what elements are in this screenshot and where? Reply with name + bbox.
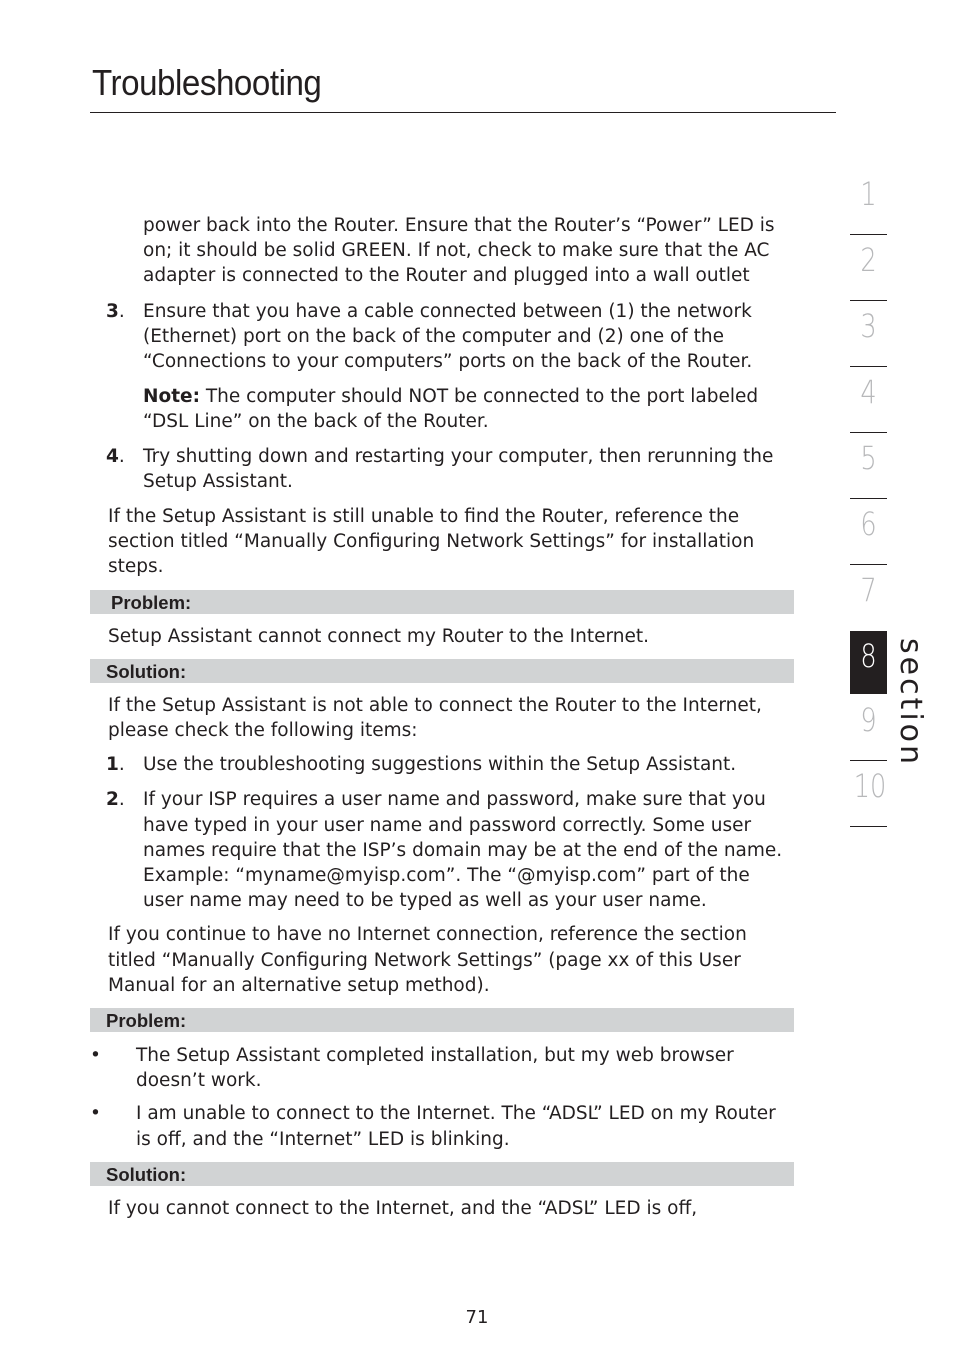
note-text: The computer should NOT be connected to the port labeled “DSL Line” on the back of the Router. xyxy=(143,386,759,433)
bullet-item xyxy=(90,1101,794,1151)
list-item-step-4 xyxy=(90,444,794,494)
section-number: 6 xyxy=(860,505,877,543)
note-label: Note: xyxy=(143,386,200,408)
bullet-item xyxy=(90,1043,794,1093)
list-item-text: If your ISP requires a user name and password, make sure that you have typed in your user name and password correctly. Some user names require that the ISP’s domain may be at the end of the name. Example: “myname@myisp.com”. The “@myisp.com” part of the user name may need to be typed as well as your user name. xyxy=(143,789,783,912)
list-number: 3. xyxy=(106,300,125,322)
section-nav-item-8[interactable] xyxy=(850,631,887,694)
solution-intro: If the Setup Assistant is not able to connect the Router to the Internet, please check the following items: xyxy=(108,694,762,742)
solution-heading-2: Solution: xyxy=(90,1162,794,1186)
list-item-text: Try shutting down and restarting your computer, then rerunning the Setup Assistant. xyxy=(143,445,774,492)
list-item-text: Use the troubleshooting suggestions within the Setup Assistant. xyxy=(143,754,737,776)
reference-paragraph-2: If you continue to have no Internet connection, reference the section titled “Manually Configuring Network Settings” (page xx of this User Manual for an alternative setup method). xyxy=(108,924,747,996)
section-number: 2 xyxy=(860,241,877,279)
bullet-text: The Setup Assistant completed installation, but my web browser doesn’t work. xyxy=(136,1045,734,1092)
reference-paragraph: If the Setup Assistant is still unable to find the Router, reference the section titled “Manually Configuring Network Settings” for installation steps. xyxy=(108,506,755,578)
section-nav-item-9[interactable] xyxy=(850,695,887,761)
problem-text: Setup Assistant cannot connect my Router to the Internet. xyxy=(108,625,649,647)
section-nav-item-10[interactable] xyxy=(850,761,887,827)
section-nav-item-7[interactable] xyxy=(850,565,887,631)
section-nav-item-6[interactable] xyxy=(850,499,887,565)
section-nav-item-2[interactable] xyxy=(850,235,887,301)
list-item-solution-1 xyxy=(90,752,794,777)
section-label: section xyxy=(893,638,928,768)
section-nav-item-1[interactable] xyxy=(850,169,887,235)
section-number: 9 xyxy=(860,701,877,739)
page-content xyxy=(90,213,794,1221)
section-number: 7 xyxy=(860,571,877,609)
section-number: 8 xyxy=(860,637,877,675)
list-number: 2. xyxy=(106,789,125,811)
list-item-solution-2 xyxy=(90,787,794,913)
problem-heading-2: Problem: xyxy=(90,1008,794,1032)
header-divider xyxy=(90,112,836,113)
section-nav-item-3[interactable] xyxy=(850,301,887,367)
section-number: 1 xyxy=(860,175,877,213)
bullet-text: I am unable to connect to the Internet. The “ADSL” LED on my Router is off, and the “Internet” LED is blinking. xyxy=(136,1103,776,1150)
solution-heading: Solution: xyxy=(90,659,794,683)
section-nav-item-4[interactable] xyxy=(850,367,887,433)
list-item-text: Ensure that you have a cable connected between (1) the network (Ethernet) port on the back of the computer and (2) one of the “Connections to your computers” ports on the back of the Router. xyxy=(143,300,753,373)
continued-paragraph: power back into the Router. Ensure that the Router’s “Power” LED is on; it should be solid GREEN. If not, check to make sure that the AC adapter is connected to the Router and plugged into a wall outlet xyxy=(143,215,775,287)
list-number: 1. xyxy=(106,754,125,776)
solution-text: If you cannot connect to the Internet, and the “ADSL” LED is off, xyxy=(108,1197,698,1219)
note-paragraph xyxy=(90,384,794,434)
section-number: 4 xyxy=(860,373,877,411)
section-number: 10 xyxy=(853,767,887,805)
section-nav-item-5[interactable] xyxy=(850,433,887,499)
bullet-icon: • xyxy=(90,1045,101,1067)
problem-heading: Problem: xyxy=(90,590,794,614)
page-title: Troubleshooting xyxy=(92,62,322,103)
page-number: 71 xyxy=(465,1307,489,1328)
list-item-step-3 xyxy=(90,299,794,375)
section-number: 5 xyxy=(860,439,877,477)
section-number: 3 xyxy=(860,307,877,345)
list-number: 4. xyxy=(106,445,125,467)
bullet-icon: • xyxy=(90,1103,101,1125)
